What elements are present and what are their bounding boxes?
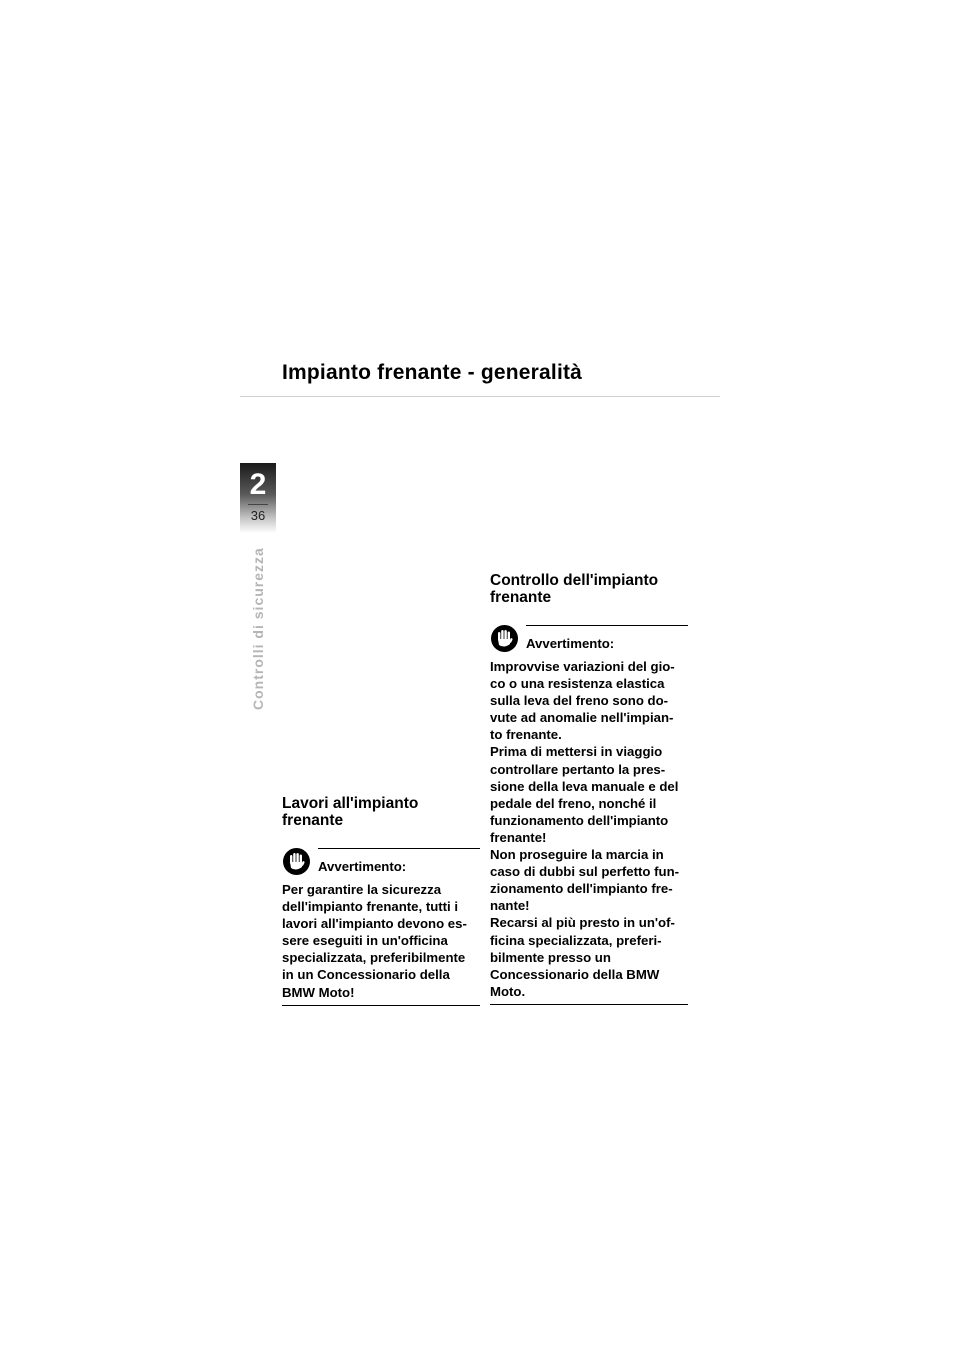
chapter-divider bbox=[248, 504, 268, 505]
text-line: bilmente presso un bbox=[490, 949, 611, 965]
warning-end-rule bbox=[490, 1004, 688, 1005]
text-line: pedale del freno, nonché il bbox=[490, 795, 657, 811]
warning-label: Avvertimento: bbox=[526, 636, 615, 651]
warning-header bbox=[282, 848, 480, 881]
title-divider bbox=[240, 396, 720, 397]
section-brake-check bbox=[490, 572, 688, 1005]
text-line: ficina specializzata, preferi- bbox=[490, 932, 662, 948]
text-line: Improvvise variazioni del gio- bbox=[490, 659, 675, 674]
hand-stop-icon bbox=[283, 848, 310, 875]
text-line: nante! bbox=[490, 898, 530, 914]
text-line: frenante! bbox=[490, 829, 547, 845]
text-line: co o una resistenza elastica bbox=[490, 676, 665, 692]
text-line: sulla leva del freno sono do- bbox=[490, 693, 669, 709]
text-line: Non proseguire la marcia in bbox=[490, 847, 664, 863]
warning-text bbox=[490, 658, 688, 1000]
text-line: Concessionario della BMW bbox=[490, 966, 660, 982]
text-line: zionamento dell'impianto fre- bbox=[490, 881, 673, 897]
heading-line: Controllo dell'impianto bbox=[490, 572, 659, 589]
chapter-number: 2 bbox=[249, 468, 267, 501]
hand-stop-icon bbox=[491, 625, 518, 652]
page-number: 36 bbox=[250, 508, 266, 523]
text-line: dell'impianto frenante, tutti i bbox=[282, 899, 459, 915]
text-line: funzionamento dell'impianto bbox=[490, 812, 669, 828]
heading-line: Lavori all'impianto bbox=[282, 795, 419, 812]
section-brake-work bbox=[282, 795, 480, 1006]
text-line: sere eseguiti in un'officina bbox=[282, 933, 448, 949]
text-line: BMW Moto! bbox=[282, 984, 355, 1000]
text-line: controllare pertanto la pres- bbox=[490, 761, 666, 777]
text-line: to frenante. bbox=[490, 727, 562, 743]
section-heading bbox=[282, 795, 480, 829]
text-line: sione della leva manuale e del bbox=[490, 778, 679, 794]
page-title: Impianto frenante - generalità bbox=[282, 361, 583, 384]
text-line: vute ad anomalie nell'impian- bbox=[490, 710, 674, 726]
warning-rule bbox=[526, 625, 688, 626]
warning-label: Avvertimento: bbox=[318, 859, 407, 874]
section-heading bbox=[490, 572, 688, 606]
text-line: Recarsi al più presto in un'of- bbox=[490, 915, 675, 931]
text-line: Prima di mettersi in viaggio bbox=[490, 744, 663, 760]
heading-line: frenante bbox=[490, 589, 552, 606]
text-line: lavori all'impianto devono es- bbox=[282, 916, 467, 932]
warning-header bbox=[490, 625, 688, 658]
section-side-label: Controlli di sicurezza bbox=[250, 547, 266, 710]
text-line: Moto. bbox=[490, 983, 526, 999]
warning-end-rule bbox=[282, 1005, 480, 1006]
text-line: specializzata, preferibilmente bbox=[282, 950, 466, 966]
warning-rule bbox=[318, 848, 480, 849]
warning-text bbox=[282, 881, 480, 1001]
heading-line: frenante bbox=[282, 812, 344, 829]
text-line: in un Concessionario della bbox=[282, 967, 450, 983]
text-line: Per garantire la sicurezza bbox=[282, 882, 442, 897]
text-line: caso di dubbi sul perfetto fun- bbox=[490, 864, 680, 880]
chapter-tab bbox=[240, 463, 276, 533]
